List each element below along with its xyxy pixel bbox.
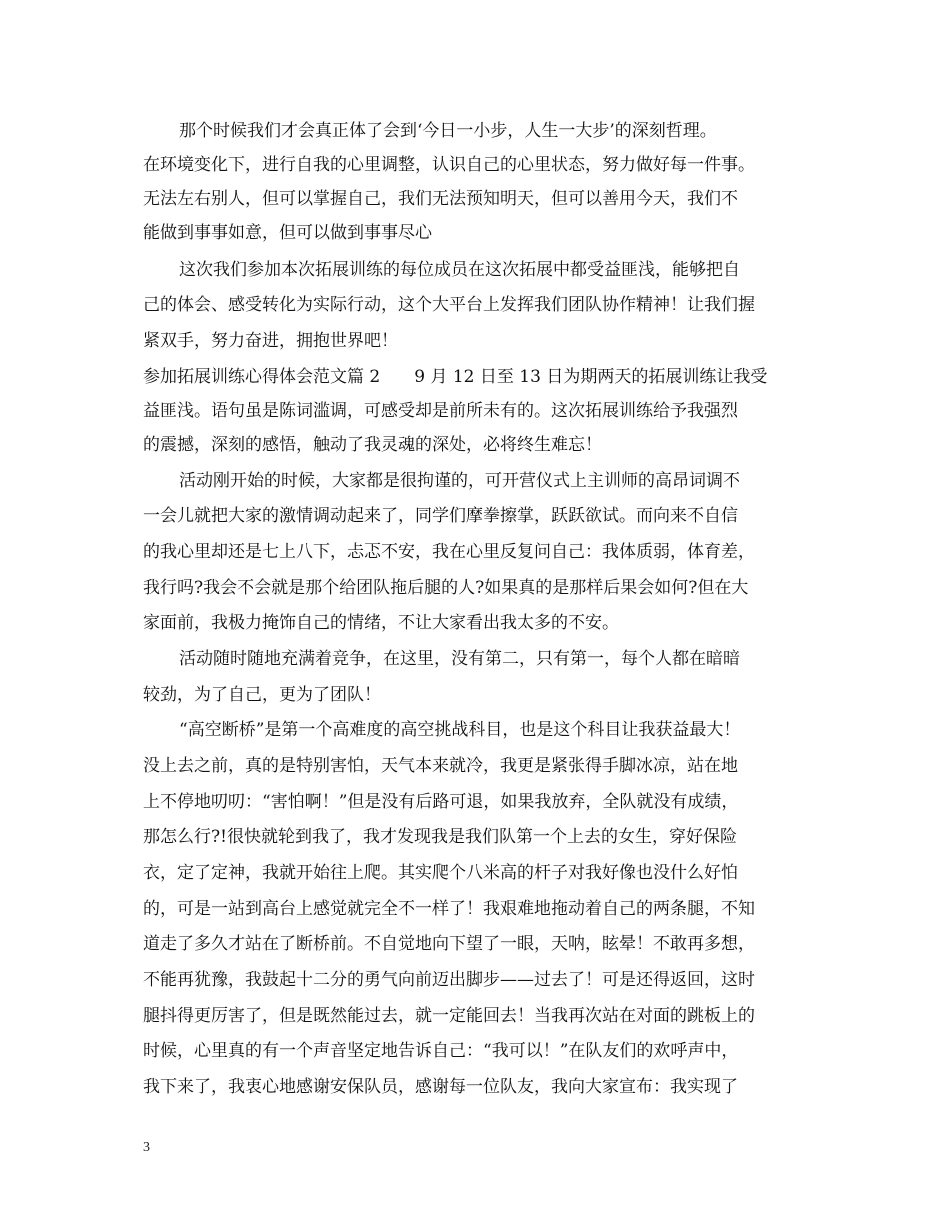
text-line: 的震撼，深刻的感悟，触动了我灵魂的深处，必将终生难忘！: [143, 435, 602, 455]
text-line: 己的体会、感受转化为实际行动，这个大平台上发挥我们团队协作精神！让我们握: [143, 295, 755, 315]
text-line: 家面前，我极力掩饰自己的情绪，不让大家看出我太多的不安。: [143, 613, 619, 633]
text-line: 这次我们参加本次拓展训练的每位成员在这次拓展中都受益匪浅，能够把自: [179, 260, 740, 280]
text-line: 道走了多久才站在了断桥前。不自觉地向下望了一眼，天呐，眩晕！不敢再多想，: [143, 934, 755, 954]
section-heading-line: 参加拓展训练心得体会范文篇 2 9 月 12 日至 13 日为期两天的拓展训练让我受: [143, 367, 768, 387]
text-line: 无法左右别人，但可以掌握自己，我们无法预知明天，但可以善用今天，我们不: [143, 189, 738, 209]
text-line: 益匪浅。语句虽是陈词滥调，可感受却是前所未有的。这次拓展训练给予我强烈: [143, 401, 738, 421]
text-line: 时候，心里真的有一个声音坚定地告诉自己：“我可以！”在队友们的欢呼声中，: [143, 1041, 739, 1061]
text-line: 的我心里却还是七上八下，忐忑不安，我在心里反复问自己：我体质弱，体育差，: [143, 542, 755, 562]
text-line: 上不停地叨叨：“害怕啊！”但是没有后路可退，如果我放弃，全队就没有成绩，: [143, 792, 739, 812]
text-line: 能做到事事如意，但可以做到事事尽心: [143, 223, 432, 243]
text-line: 活动随时随地充满着竞争，在这里，没有第二，只有第一，每个人都在暗暗: [179, 649, 740, 669]
text-line: 在环境变化下，进行自我的心里调整，认识自己的心里状态，努力做好每一件事。: [143, 155, 755, 175]
text-line: 的，可是一站到高台上感觉就完全不一样了！我艰难地拖动着自己的两条腿，不知: [143, 899, 755, 919]
page-number: 3: [143, 1140, 150, 1155]
text-line: 那怎么行?!很快就轮到我了，我才发现我是我们队第一个上去的女生，穿好保险: [143, 827, 737, 847]
text-line: 没上去之前，真的是特别害怕，天气本来就冷，我更是紧张得手脚冰凉，站在地: [143, 756, 738, 776]
text-line: 我行吗?我会不会就是那个给团队拖后腿的人?如果真的是那样后果会如何?但在大: [143, 578, 749, 598]
text-line: 衣，定了定神，我就开始往上爬。其实爬个八米高的杆子对我好像也没什么好怕: [143, 863, 738, 883]
text-line: 腿抖得更厉害了，但是既然能过去，就一定能回去！当我再次站在对面的跳板上的: [143, 1006, 755, 1026]
text-line: 不能再犹豫，我鼓起十二分的勇气向前迈出脚步——过去了！可是还得返回，这时: [143, 970, 755, 990]
text-line: 那个时候我们才会真正体了会到‘今日一小步，人生一大步’的深刻哲理。: [179, 121, 717, 141]
text-line: 活动刚开始的时候，大家都是很拘谨的，可开营仪式上主训师的高昂词调不: [179, 471, 740, 491]
text-line: “高空断桥”是第一个高难度的高空挑战科目，也是这个科目让我获益最大！: [179, 720, 741, 740]
text-line: 一会儿就把大家的激情调动起来了，同学们摩拳擦掌，跃跃欲试。而向来不自信: [143, 506, 738, 526]
text-line: 紧双手，努力奋进，拥抱世界吧！: [143, 331, 398, 351]
text-line: 较劲，为了自己，更为了团队！: [143, 685, 381, 705]
text-line: 我下来了，我衷心地感谢安保队员，感谢每一位队友，我向大家宣布：我实现了: [143, 1077, 738, 1097]
